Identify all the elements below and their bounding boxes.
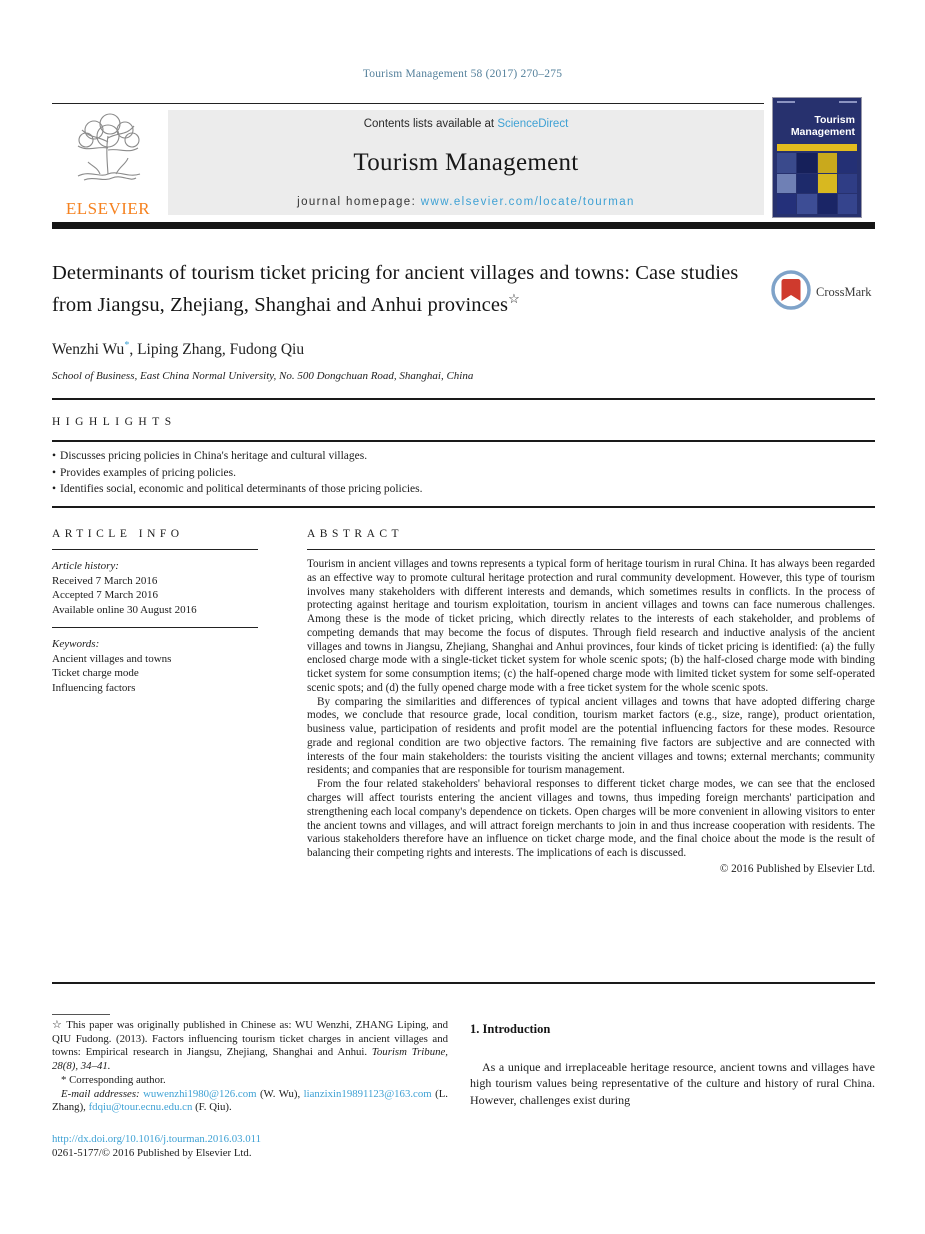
abstract-paragraph: By comparing the similarities and differences of typical ancient villages and towns that have adopted differing charge modes, we conclude that resource grade, local condition, tourism market factors (e.g., size, range), product orientation, business value, participation of residents and profit model are the potential influencing factors for these modes. Resource grade and regional condition are two objective factors. The remaining five factors are subjective and are connected with interests of the four main stakeholders: the tourists visiting the ancient villages and towns; external merchants; community residents; and companies that are responsible for tourism management.: [307, 695, 875, 777]
journal-masthead-box: [168, 110, 764, 215]
title-footnote-mark[interactable]: ☆: [508, 290, 520, 306]
paper-title: [52, 258, 764, 320]
abstract-heading: ABSTRACT: [307, 528, 404, 540]
history-received: Received 7 March 2016: [52, 574, 158, 587]
highlights-bottom-rule: [52, 506, 875, 508]
cover-journal-title: Tourism Management: [790, 114, 855, 139]
elsevier-logo[interactable]: [52, 104, 164, 217]
crossmark-badge[interactable]: [771, 270, 872, 315]
article-history-label: Article history:: [52, 560, 119, 572]
homepage-line: [297, 196, 635, 208]
corresponding-author-mark[interactable]: *: [124, 340, 130, 351]
abstract-copyright: © 2016 Published by Elsevier Ltd.: [719, 862, 875, 875]
article-history: [52, 559, 258, 617]
abstract-section: [307, 528, 875, 875]
highlight-item: • Discusses pricing policies in China's heritage and cultural villages.: [52, 448, 875, 465]
corresponding-footnote: [52, 1074, 448, 1088]
doi-line: [52, 1133, 448, 1147]
cover-photo-mosaic: [777, 153, 857, 214]
star-footnote-mark: ☆: [52, 1019, 63, 1031]
article-info-heading: ARTICLE INFO: [52, 528, 184, 540]
paper-title-text: Determinants of tourism ticket pricing for ancient villages and towns: Case studies from Jiangsu, Zhejiang, Shanghai and Anhui provinces: [52, 262, 739, 316]
section-divider-rule: [52, 982, 875, 984]
issn-line: 0261-5177/© 2016 Published by Elsevier Ltd.: [52, 1146, 252, 1159]
cover-mini-text: [777, 101, 857, 106]
abstract-paragraph: Tourism in ancient villages and towns represents a typical form of heritage tourism in rural China. It has always been regarded as an effective way to promote cultural heritage protection and rural community development. However, this type of tourism involves many stakeholders with different interests and demands, which sometimes results in conflicts. In the process of protecting against heritage and tourism exploitation, tourism in ancient villages and towns can face numerous challenges. Among these is the mode of ticket pricing, which directly relates to the interests of each stakeholder, and problems of competing demands that may become the focus of disputes. Through field research and inductive analysis of the ancient villages and towns in Jiangsu, Zhejiang, Shanghai and Anhui provinces, four kinds of ticket pricing is identified: (a) the fully enclosed charge mode with a single-ticket ticket system for whole scenic spots; (b) the half-closed charge mode with binding ticket system for some consumption items; (c) the half-opened charge mode with limited ticket system for some self-operated scenic spots; and (d) the fully opened charge mode with a free ticket system for the whole scenic spots.: [307, 558, 875, 694]
author-1: Wenzhi Wu: [52, 341, 125, 359]
header-divider-bar: [52, 222, 875, 229]
star-footnote: [52, 1019, 448, 1074]
authors-rest: , Liping Zhang, Fudong Qiu: [129, 341, 305, 359]
crossmark-label: CrossMark: [816, 285, 872, 299]
email-label: E-mail addresses:: [61, 1087, 144, 1100]
footnotes-column: [52, 1014, 448, 1160]
highlights-heading: HIGHLIGHTS: [52, 416, 177, 428]
contents-line: [364, 118, 569, 130]
introduction-paragraph: As a unique and irreplaceable heritage resource, ancient towns and villages have high tourism values being representative of the culture and history of rural China. However, challenges exist during: [470, 1060, 875, 1107]
crossmark-icon: [771, 270, 811, 315]
abstract-rule: [307, 549, 875, 550]
doi-link[interactable]: http://dx.doi.org/10.1016/j.tourman.2016.03.011: [52, 1132, 262, 1145]
keywords-label: Keywords:: [52, 638, 100, 651]
homepage-prefix: journal homepage:: [297, 196, 421, 208]
corresponding-text: Corresponding author.: [66, 1073, 166, 1086]
elsevier-wordmark: ELSEVIER: [65, 199, 151, 218]
article-info-section: [52, 528, 258, 695]
email-suffix: (F. Qiu).: [192, 1101, 232, 1114]
keyword-item: Ticket charge mode: [52, 667, 139, 680]
history-online: Available online 30 August 2016: [52, 603, 197, 616]
author-line: [52, 340, 304, 359]
history-accepted: Accepted 7 March 2016: [52, 589, 158, 602]
affiliation-line: School of Business, East China Normal University, No. 500 Dongchuan Road, Shanghai, China: [52, 370, 474, 382]
email-footnote: [52, 1088, 448, 1115]
email-link-zhang[interactable]: lianzixin19891123@163.com: [303, 1087, 432, 1100]
journal-title: Tourism Management: [353, 149, 579, 176]
highlights-top-rule: [52, 398, 875, 400]
sciencedirect-link[interactable]: ScienceDirect: [497, 118, 569, 130]
keywords-block: [52, 637, 258, 695]
elsevier-tree-icon: [64, 112, 152, 201]
journal-cover-thumbnail[interactable]: [772, 97, 862, 218]
email-suffix: (L. Zhang),: [52, 1087, 448, 1114]
introduction-section: [470, 1022, 875, 1108]
keyword-item: Influencing factors: [52, 681, 136, 694]
abstract-text: [307, 558, 875, 861]
homepage-link[interactable]: www.elsevier.com/locate/tourman: [420, 196, 635, 208]
email-link-qiu[interactable]: fdqiu@tour.ecnu.edu.cn: [88, 1101, 193, 1114]
email-suffix: (W. Wu),: [256, 1087, 304, 1100]
contents-prefix: Contents lists available at: [363, 118, 498, 130]
highlight-item: • Identifies social, economic and political determinants of those pricing policies.: [52, 481, 875, 498]
corresponding-mark: *: [61, 1073, 67, 1086]
keyword-item: Ancient villages and towns: [52, 652, 172, 665]
star-footnote-journal: Tourism Tribune, 28(8), 34–41.: [52, 1046, 448, 1073]
introduction-heading: 1. Introduction: [470, 1022, 551, 1036]
journal-citation-line: Tourism Management 58 (2017) 270–275: [362, 68, 563, 80]
highlight-item: • Provides examples of pricing policies.: [52, 465, 875, 482]
cover-yellow-band: [777, 144, 857, 151]
abstract-paragraph: From the four related stakeholders' behavioral responses to different ticket charge modes, we can see that the enclosed charges will affect tourists entering the ancient villages and towns, thus impeding foreign merchants' participation and strengthening each local company's dependence on tickets. Open charges will be more convenient in allowing visitors to enter the ancient towns and villages, and will attract foreign merchants to join in and thus increase cooperation with residents. The various stakeholders therefore have an influence on ticket charge mode, and the final choice about the mode is the result of balancing their competing rights and interests. The implications of each is discussed.: [307, 778, 875, 860]
footnote-rule: [52, 1014, 110, 1015]
title-row: [52, 258, 875, 320]
keywords-rule: [52, 627, 258, 628]
star-footnote-text: This paper was originally published in Chinese as: WU Wenzhi, ZHANG Liping, and QIU Fudong. (2013). Factors influencing tourism ticket charges in ancient villages and towns: Empirical research in Jiangsu, Zhejiang, Shanghai and Anhui.: [52, 1019, 448, 1059]
article-info-rule: [52, 549, 258, 550]
email-link-wu[interactable]: wuwenzhi1980@126.com: [143, 1087, 257, 1100]
journal-header: [52, 103, 764, 217]
highlights-mid-rule: [52, 440, 875, 442]
highlights-list: [52, 448, 875, 498]
